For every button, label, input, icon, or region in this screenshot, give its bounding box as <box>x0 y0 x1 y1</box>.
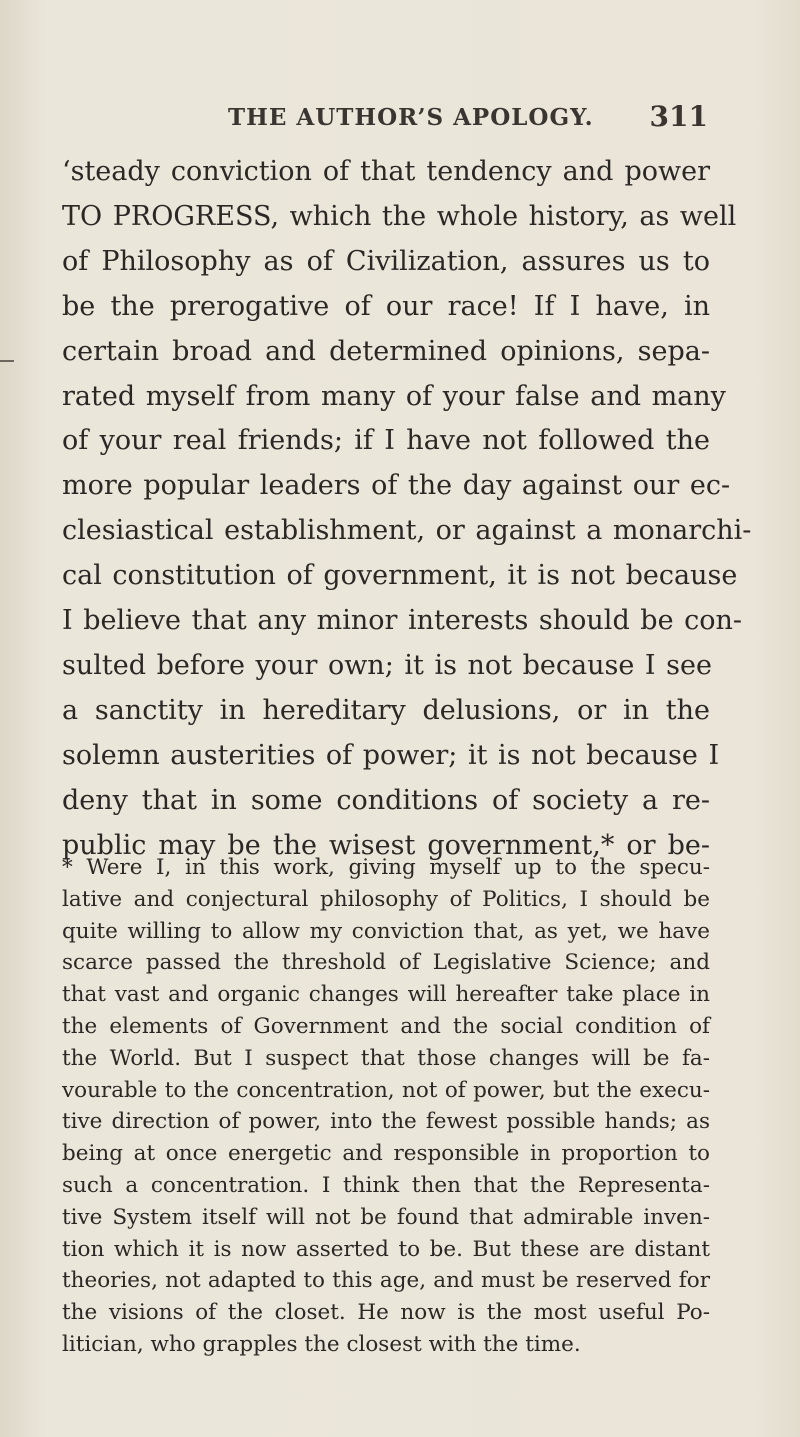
footnote-line: tive System itself will not be found that admirable inven- <box>62 1204 710 1230</box>
body-line: of your real friends; if I have not followed the <box>62 425 710 457</box>
footnote-line: that vast and organic changes will hereafter take place in <box>62 982 710 1008</box>
body-line: solemn austerities of power; it is not because I <box>62 739 720 771</box>
body-line: deny that in some conditions of society a re- <box>62 784 710 816</box>
footnote-line: vourable to the concentration, not of power, but the execu- <box>62 1077 710 1103</box>
body-line: cal constitution of government, it is not because <box>62 560 738 592</box>
running-title: THE AUTHOR’S APOLOGY. <box>228 104 594 131</box>
body-line: rated myself from many of your false and many <box>62 380 726 412</box>
footnote-line: tion which it is now asserted to be. But these are distant <box>62 1236 710 1262</box>
footnote-line: quite willing to allow my conviction that, as yet, we have <box>62 918 710 944</box>
body-line: TO PROGRESS, which the whole history, as well <box>62 200 737 232</box>
footnote-line: the visions of the closet. He now is the most useful Po- <box>62 1300 710 1326</box>
footnote-line: being at once energetic and responsible in proportion to <box>62 1141 710 1167</box>
footnote-line: the World. But I suspect that those changes will be fa- <box>62 1045 710 1071</box>
footnote-line: tive direction of power, into the fewest possible hands; as <box>62 1109 710 1135</box>
body-line: be the prerogative of our race! If I have, in <box>62 290 710 322</box>
body-line: of Philosophy as of Civilization, assures us to <box>62 245 710 277</box>
body-line: certain broad and determined opinions, sepa- <box>62 335 710 367</box>
body-line: a sanctity in hereditary delusions, or in the <box>62 694 710 726</box>
body-text <box>62 150 752 869</box>
running-head <box>228 100 708 140</box>
body-line: clesiastical establishment, or against a monarchi- <box>62 515 752 547</box>
footnote-line: the elements of Government and the social condition of <box>62 1013 710 1039</box>
footnote-line: * Were I, in this work, giving myself up to the specu- <box>62 855 710 880</box>
body-line: sulted before your own; it is not because I see <box>62 649 712 681</box>
footnote-line: lative and conjectural philosophy of Politics, I should be <box>62 886 710 912</box>
body-line: public may be the wisest government,* or be- <box>62 829 710 861</box>
body-line: I believe that any minor interests should be con- <box>62 605 743 637</box>
footnote <box>62 852 710 1361</box>
footnote-line: theories, not adapted to this age, and must be reserved for <box>62 1268 710 1294</box>
footnote-line: scarce passed the threshold of Legislative Science; and <box>62 950 710 976</box>
body-line: more popular leaders of the day against our ec- <box>62 470 731 502</box>
page-number: 311 <box>649 100 708 133</box>
body-line: ‘steady conviction of that tendency and power <box>62 156 710 187</box>
footnote-line: such a concentration. I think then that the Representa- <box>62 1172 710 1198</box>
footnote-line: litician, who grapples the closest with the time. <box>62 1331 581 1357</box>
margin-mark <box>0 360 14 362</box>
